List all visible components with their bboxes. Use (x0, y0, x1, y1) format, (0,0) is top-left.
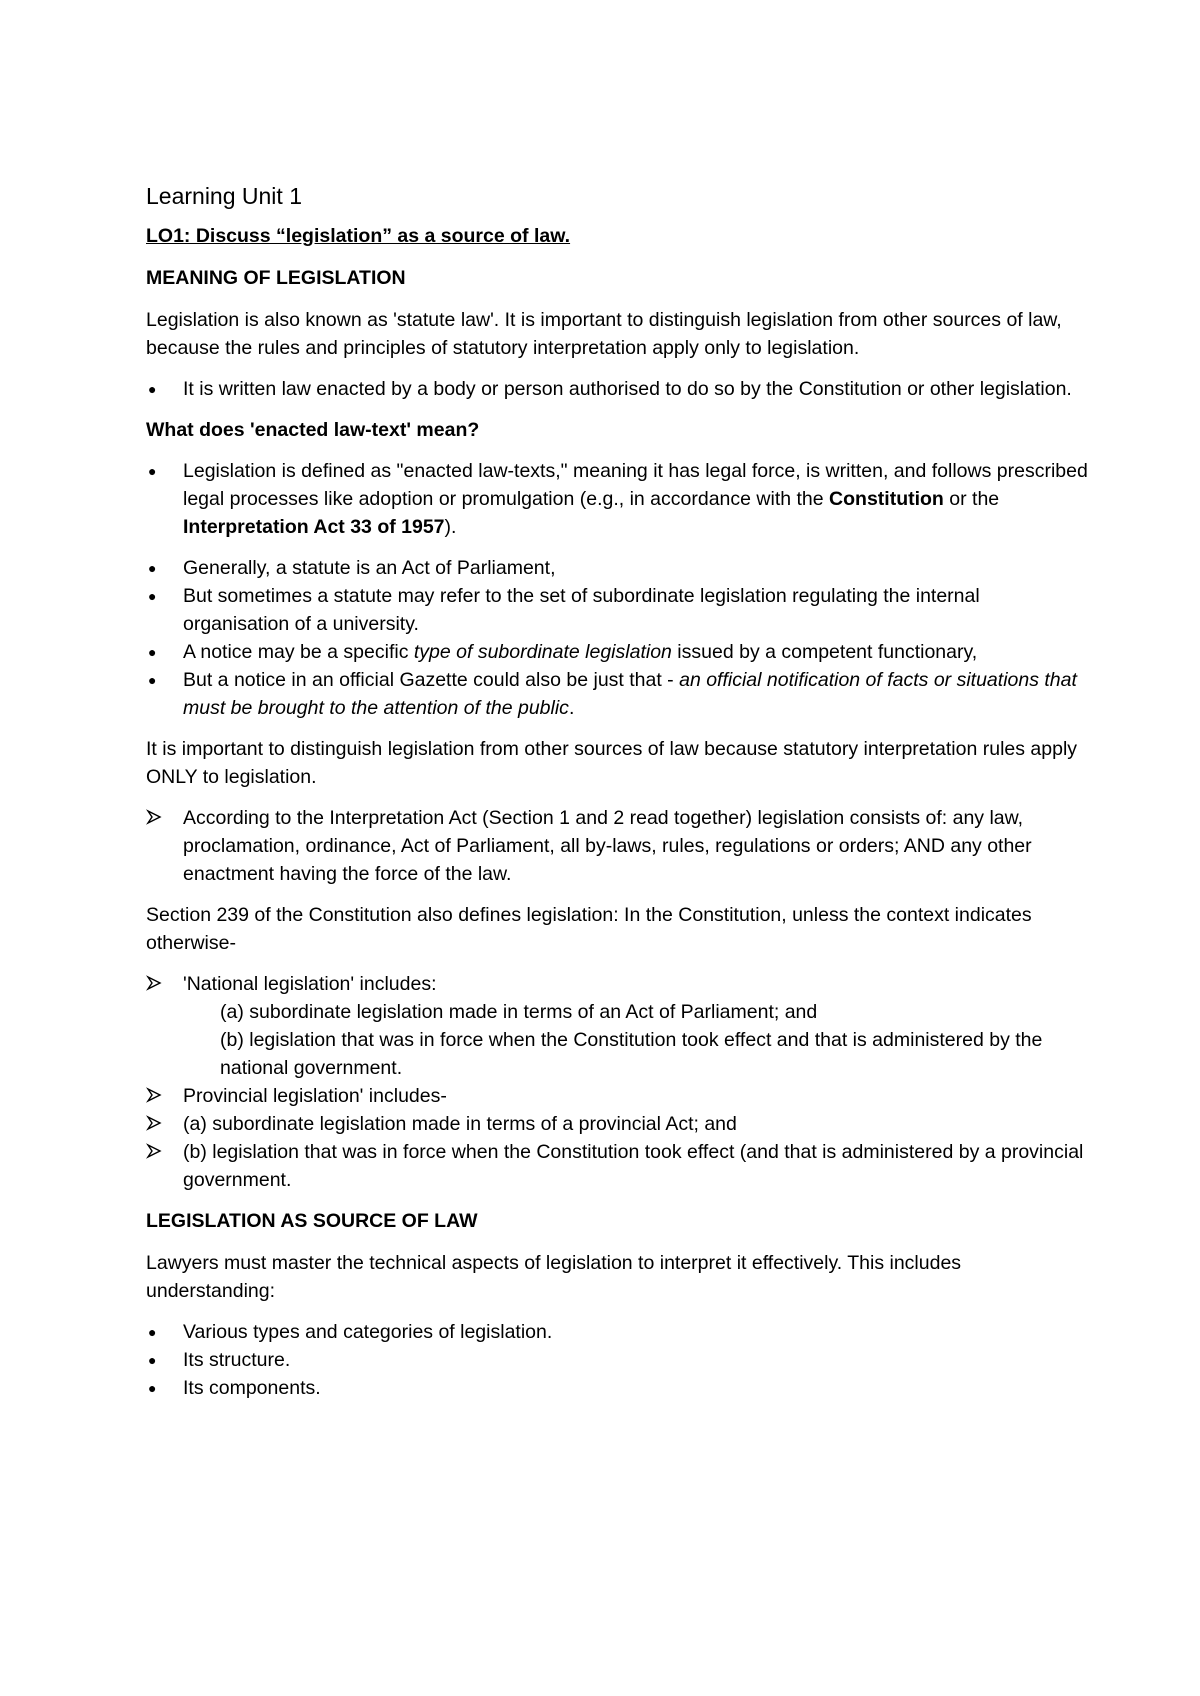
notice-italic-term: type of subordinate legislation (413, 641, 672, 663)
meaning-paragraph: Legislation is also known as 'statute law'. It is important to distinguish legislation from other sources of law, because the rules and principles of statutory interpretation apply only to legislation. (146, 309, 1062, 359)
definition-text-part: ). (444, 516, 457, 538)
national-legislation-label: 'National legislation' includes: (183, 973, 437, 995)
list-item (146, 582, 1090, 638)
arrowhead-bullet-icon (146, 1110, 166, 1138)
national-sub-item-b: (b) legislation that was in force when the Constitution took effect and that is administered by the national government. (220, 1029, 1043, 1079)
national-sub-item-a: (a) subordinate legislation made in terms of an Act of Parliament; and (220, 1001, 818, 1023)
bullet-dot-icon: ● (148, 1324, 157, 1340)
statute-item-text: Generally, a statute is an Act of Parliament, (183, 557, 556, 579)
bullet-dot-icon: ● (148, 560, 157, 576)
bullet-dot-icon: ● (148, 463, 157, 479)
section239-paragraph: Section 239 of the Constitution also defines legislation: In the Constitution, unless the context indicates otherwise- (146, 904, 1032, 954)
definition-text (183, 460, 1088, 538)
statute-item-text: But sometimes a statute may refer to the set of subordinate legislation regulating the internal organisation of a university. (183, 585, 980, 635)
definition-bullet-list (146, 457, 1090, 541)
lawyers-paragraph: Lawyers must master the technical aspects of legislation to interpret it effectively. This includes understanding: (146, 1252, 962, 1302)
notice-text-part: A notice may be a specific (183, 641, 414, 663)
statute-bullet-list (146, 554, 1090, 722)
list-item (146, 1138, 1090, 1194)
bullet-dot-icon: ● (148, 1352, 157, 1368)
meaning-heading: MEANING OF LEGISLATION (146, 267, 406, 289)
bullet-dot-icon: ● (148, 644, 157, 660)
understanding-item-text: Its components. (183, 1377, 321, 1399)
provincial-item-b: (b) legislation that was in force when the Constitution took effect (and that is administered by a provincial government. (183, 1141, 1084, 1191)
list-item (146, 1346, 1090, 1374)
definition-text-part: Legislation is defined as "enacted law-texts," meaning it has legal force, is written, and follows prescribed legal processes like adoption or promulgation (e.g., in accordance with the (183, 460, 1088, 510)
understanding-item-text: Its structure. (183, 1349, 291, 1371)
question-heading: What does 'enacted law-text' mean? (146, 419, 480, 441)
source-of-law-heading: LEGISLATION AS SOURCE OF LAW (146, 1210, 478, 1232)
interpretation-act-list (146, 804, 1090, 888)
definition-text-part: or the (943, 488, 1000, 510)
list-item (146, 1082, 1090, 1110)
gazette-text-part: . (568, 697, 575, 719)
notice-item-text (183, 641, 977, 663)
arrowhead-bullet-icon (146, 1138, 166, 1166)
learning-outcome-heading: LO1: Discuss “legislation” as a source of law. (146, 225, 571, 247)
notice-text-part: issued by a competent functionary, (671, 641, 978, 663)
meaning-bullet-text: It is written law enacted by a body or person authorised to do so by the Constitution or other legislation. (183, 378, 1072, 400)
bullet-dot-icon: ● (148, 672, 157, 688)
bullet-dot-icon: ● (148, 588, 157, 604)
constitution-term: Constitution (829, 488, 944, 510)
unit-title: Learning Unit 1 (146, 183, 302, 209)
list-item (146, 375, 1090, 403)
interpretation-act-text: According to the Interpretation Act (Section 1 and 2 read together) legislation consists of: any law, proclamation, ordinance, Act of Parliament, all by-laws, rules, regulations or orders; AND any other enactment having the force of the law. (183, 807, 1032, 885)
distinguish-paragraph: It is important to distinguish legislation from other sources of law because statutory interpretation rules apply ONLY to legislation. (146, 738, 1078, 788)
list-item (146, 457, 1090, 541)
bullet-dot-icon: ● (148, 381, 157, 397)
arrowhead-bullet-icon (146, 804, 166, 832)
gazette-text-part: But a notice in an official Gazette could also be just that - (183, 669, 680, 691)
bullet-dot-icon: ● (148, 1380, 157, 1396)
arrowhead-bullet-icon (146, 1082, 166, 1110)
list-item (146, 1110, 1090, 1138)
meaning-bullet-list (146, 375, 1090, 403)
constitution-definitions-list (146, 970, 1090, 1194)
list-item (146, 804, 1090, 888)
list-item (146, 638, 1090, 666)
interpretation-act-term: Interpretation Act 33 of 1957 (183, 516, 445, 538)
arrowhead-bullet-icon (146, 970, 166, 998)
list-item (146, 666, 1090, 722)
list-item (146, 970, 1090, 1082)
understanding-item-text: Various types and categories of legislation. (183, 1321, 553, 1343)
gazette-italic-term: an official notification of facts or situations that must be brought to the attention of the public (183, 669, 1077, 719)
list-item (146, 554, 1090, 582)
provincial-legislation-label: Provincial legislation' includes- (183, 1085, 447, 1107)
gazette-item-text (183, 669, 1077, 719)
understanding-list (146, 1318, 1090, 1402)
list-item (146, 1318, 1090, 1346)
provincial-item-a: (a) subordinate legislation made in terms of a provincial Act; and (183, 1113, 737, 1135)
list-item (146, 1374, 1090, 1402)
